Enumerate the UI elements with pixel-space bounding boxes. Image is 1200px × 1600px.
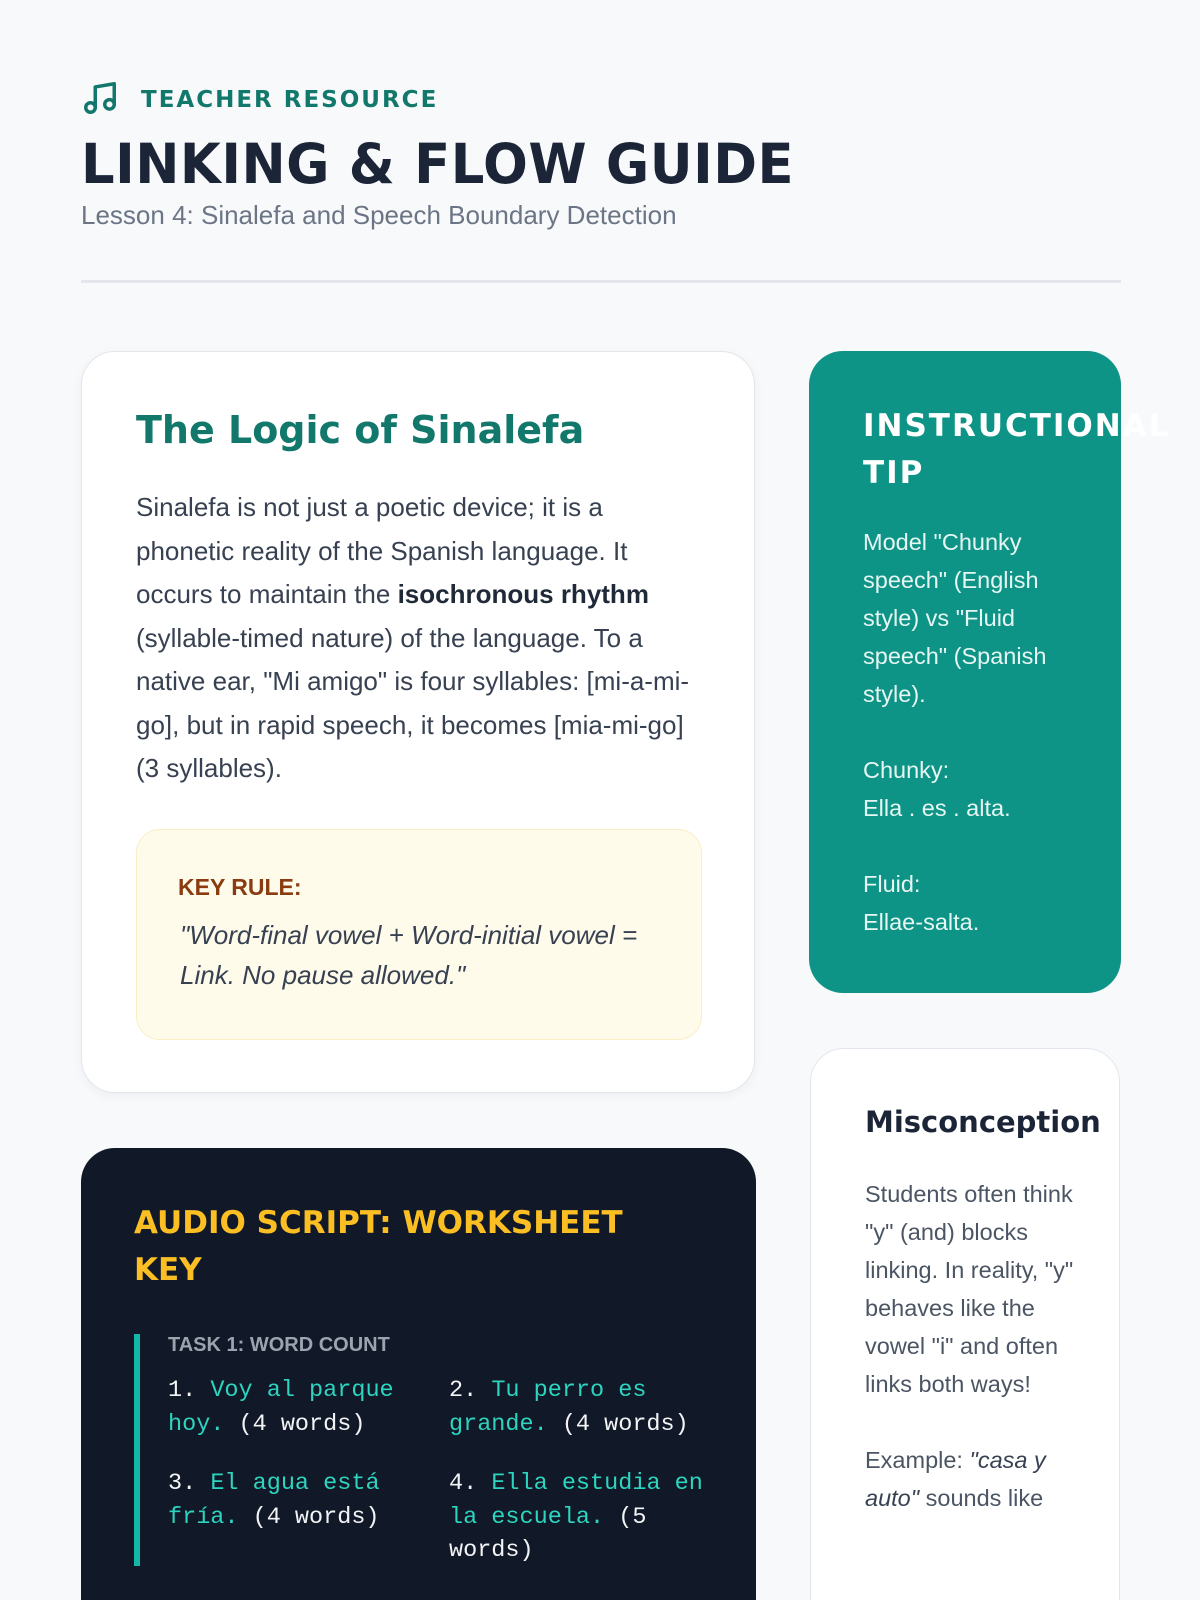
- task-item: [449, 1467, 719, 1568]
- task-item-count: (4 words): [238, 1503, 380, 1531]
- tip-chunky-label: Chunky:: [863, 757, 950, 783]
- misconception-example: [865, 1441, 1085, 1517]
- task-item-number: 2.: [449, 1377, 492, 1404]
- tip-fluid-label: Fluid:: [863, 871, 921, 897]
- task-block: [134, 1334, 704, 1566]
- key-rule-box: [136, 829, 702, 1040]
- misconception-example-label: Example:: [865, 1447, 970, 1473]
- misconception-body: [865, 1175, 1085, 1555]
- task-item-count: (4 words): [224, 1410, 366, 1438]
- tip-chunky: [863, 751, 1093, 827]
- logic-card: [81, 351, 755, 1093]
- tip-fluid: [863, 865, 1093, 941]
- logic-title: The Logic of Sinalefa: [136, 408, 585, 452]
- logic-body-text-1: Sinalefa is not just a poetic device; it is a phonetic reality of the Spanish language. It occurs to maintain the: [136, 492, 628, 609]
- task-item-sentence: El agua está fría.: [168, 1470, 380, 1531]
- task-item-count: (4 words): [547, 1410, 689, 1438]
- logic-body: [136, 486, 702, 791]
- key-rule-label: KEY RULE:: [178, 874, 302, 900]
- task-item: [449, 1374, 719, 1441]
- task-item-number: 1.: [168, 1377, 211, 1404]
- logic-body-text-2: (syllable-timed nature) of the language. To a native ear, "Mi amigo" is four syllables: [mi-a-mi-go], but in rapid speech, it becomes [mia-mi-go] (3 syllables).: [136, 622, 690, 783]
- task-item-sentence: Ella estudia en la escuela.: [449, 1470, 703, 1531]
- task-item-number: 4.: [449, 1470, 492, 1497]
- kicker: [81, 80, 1121, 120]
- task-label: TASK 1: WORD COUNT: [168, 1334, 390, 1356]
- task-item-sentence: Tu perro es grande.: [449, 1377, 647, 1438]
- instructional-tip-card: [809, 351, 1171, 993]
- music-note-icon: [81, 79, 119, 122]
- misconception-title: Misconception: [865, 1105, 1101, 1139]
- logic-body-bold: isochronous rhythm: [397, 579, 649, 609]
- audio-title: AUDIO SCRIPT: WORKSHEET KEY: [134, 1205, 623, 1288]
- tip-chunky-example: Ella . es . alta.: [863, 795, 1011, 821]
- misconception-card: [810, 1048, 1120, 1600]
- page-header: [81, 80, 1121, 231]
- task-item: [168, 1374, 438, 1441]
- tip-title: INSTRUCTIONAL TIP: [863, 408, 1171, 491]
- key-rule-quote: "Word-final vowel + Word-initial vowel = Link. No pause allowed.": [180, 920, 638, 990]
- tip-body: [863, 523, 1093, 979]
- task-item-count: (5 words): [449, 1503, 647, 1564]
- task-item-sentence: Voy al parque hoy.: [168, 1377, 394, 1438]
- misconception-example-tail: sounds like: [919, 1485, 1044, 1511]
- task-item-number: 3.: [168, 1470, 211, 1497]
- tip-fluid-example: Ellae-salta.: [863, 909, 980, 935]
- page-title: LINKING & FLOW GUIDE: [81, 132, 795, 196]
- task-item: [168, 1467, 438, 1534]
- page-subtitle: Lesson 4: Sinalefa and Speech Boundary Detection: [81, 199, 677, 230]
- misconception-example-text: "casa y auto": [865, 1447, 1046, 1511]
- tip-intro: Model "Chunky speech" (English style) vs "Fluid speech" (Spanish style).: [863, 529, 1047, 707]
- kicker-label: TEACHER RESOURCE: [141, 87, 439, 113]
- audio-script-card: [81, 1148, 756, 1600]
- header-divider: [81, 280, 1121, 283]
- misconception-text: Students often think "y" (and) blocks linking. In reality, "y" behaves like the vowel "i" and often links both ways!: [865, 1181, 1074, 1397]
